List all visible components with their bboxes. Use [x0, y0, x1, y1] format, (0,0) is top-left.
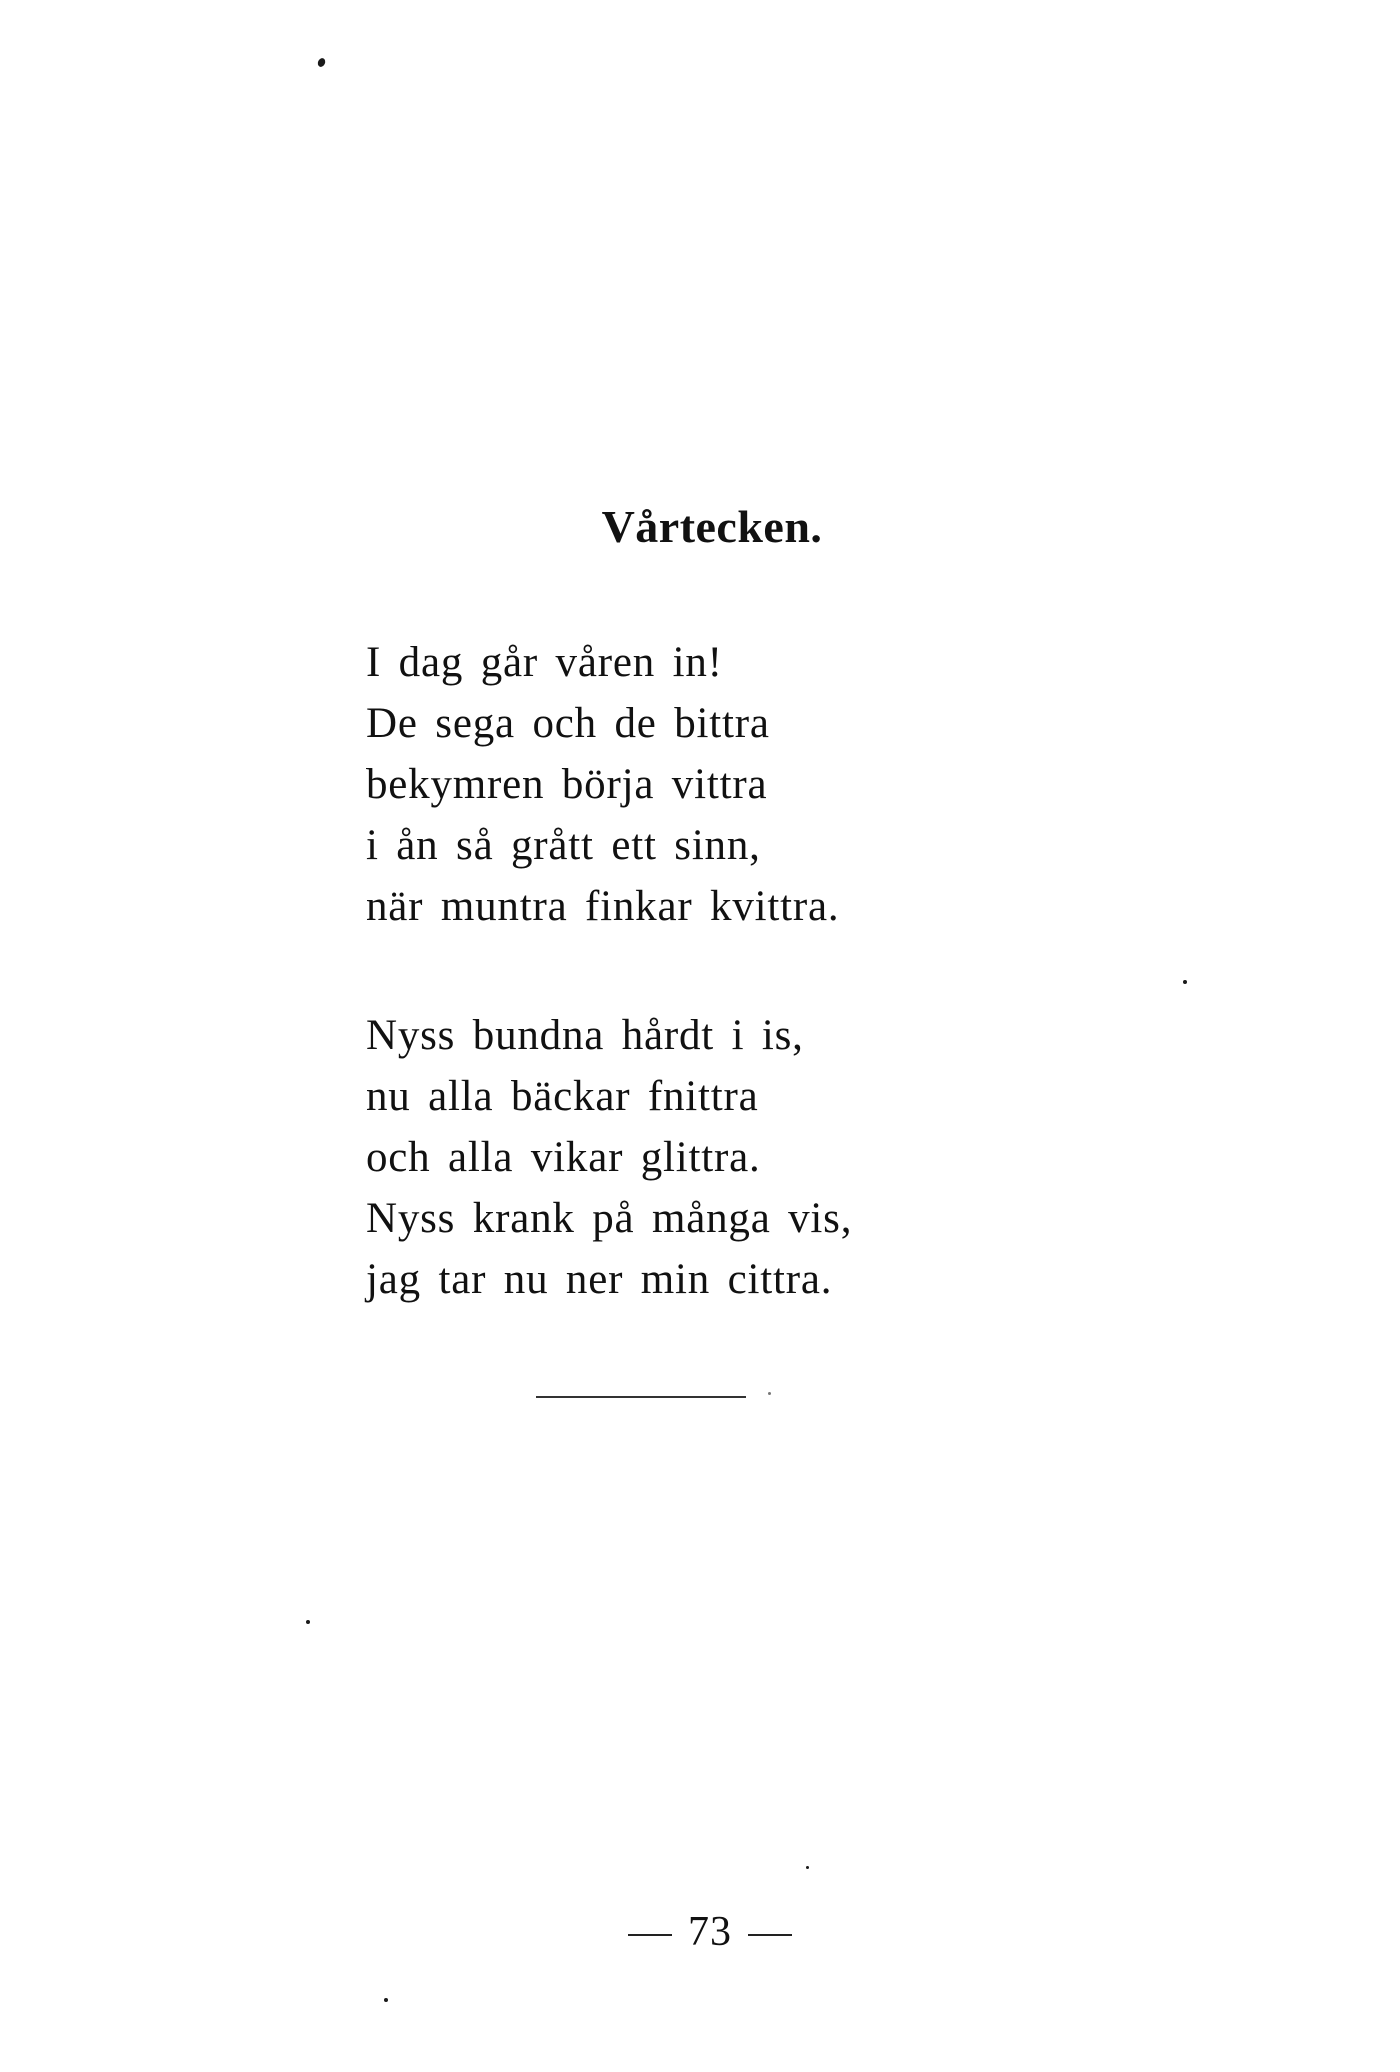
- verse-line: i ån så grått ett sinn,: [366, 822, 761, 869]
- dash-left: [628, 1934, 672, 1936]
- poem-title: Vårtecken.: [601, 501, 823, 552]
- print-speck: [768, 1392, 771, 1395]
- stanza-2: [366, 1005, 852, 1310]
- stanza-1: [366, 632, 839, 937]
- verse-line: I dag går våren in!: [366, 639, 723, 686]
- print-speck: [316, 57, 326, 68]
- verse-line: jag tar nu ner min cittra.: [366, 1256, 833, 1303]
- dash-right: [748, 1934, 792, 1936]
- verse-line: och alla vikar glittra.: [366, 1134, 761, 1181]
- section-divider: [536, 1396, 746, 1398]
- print-speck: [384, 1998, 388, 2002]
- verse-line: när muntra finkar kvittra.: [366, 883, 840, 930]
- page-number: 73: [688, 1909, 732, 1955]
- verse-line: bekymren börja vittra: [366, 761, 768, 808]
- verse-line: De sega och de bittra: [366, 700, 770, 747]
- verse-line: Nyss krank på många vis,: [366, 1195, 853, 1242]
- print-speck: [1183, 980, 1187, 984]
- verse-line: nu alla bäckar fnittra: [366, 1073, 759, 1120]
- print-speck: [306, 1620, 310, 1624]
- verse-line: Nyss bundna hårdt i is,: [366, 1012, 804, 1059]
- page-number-footer: [0, 1908, 1400, 1956]
- print-speck: [806, 1866, 809, 1869]
